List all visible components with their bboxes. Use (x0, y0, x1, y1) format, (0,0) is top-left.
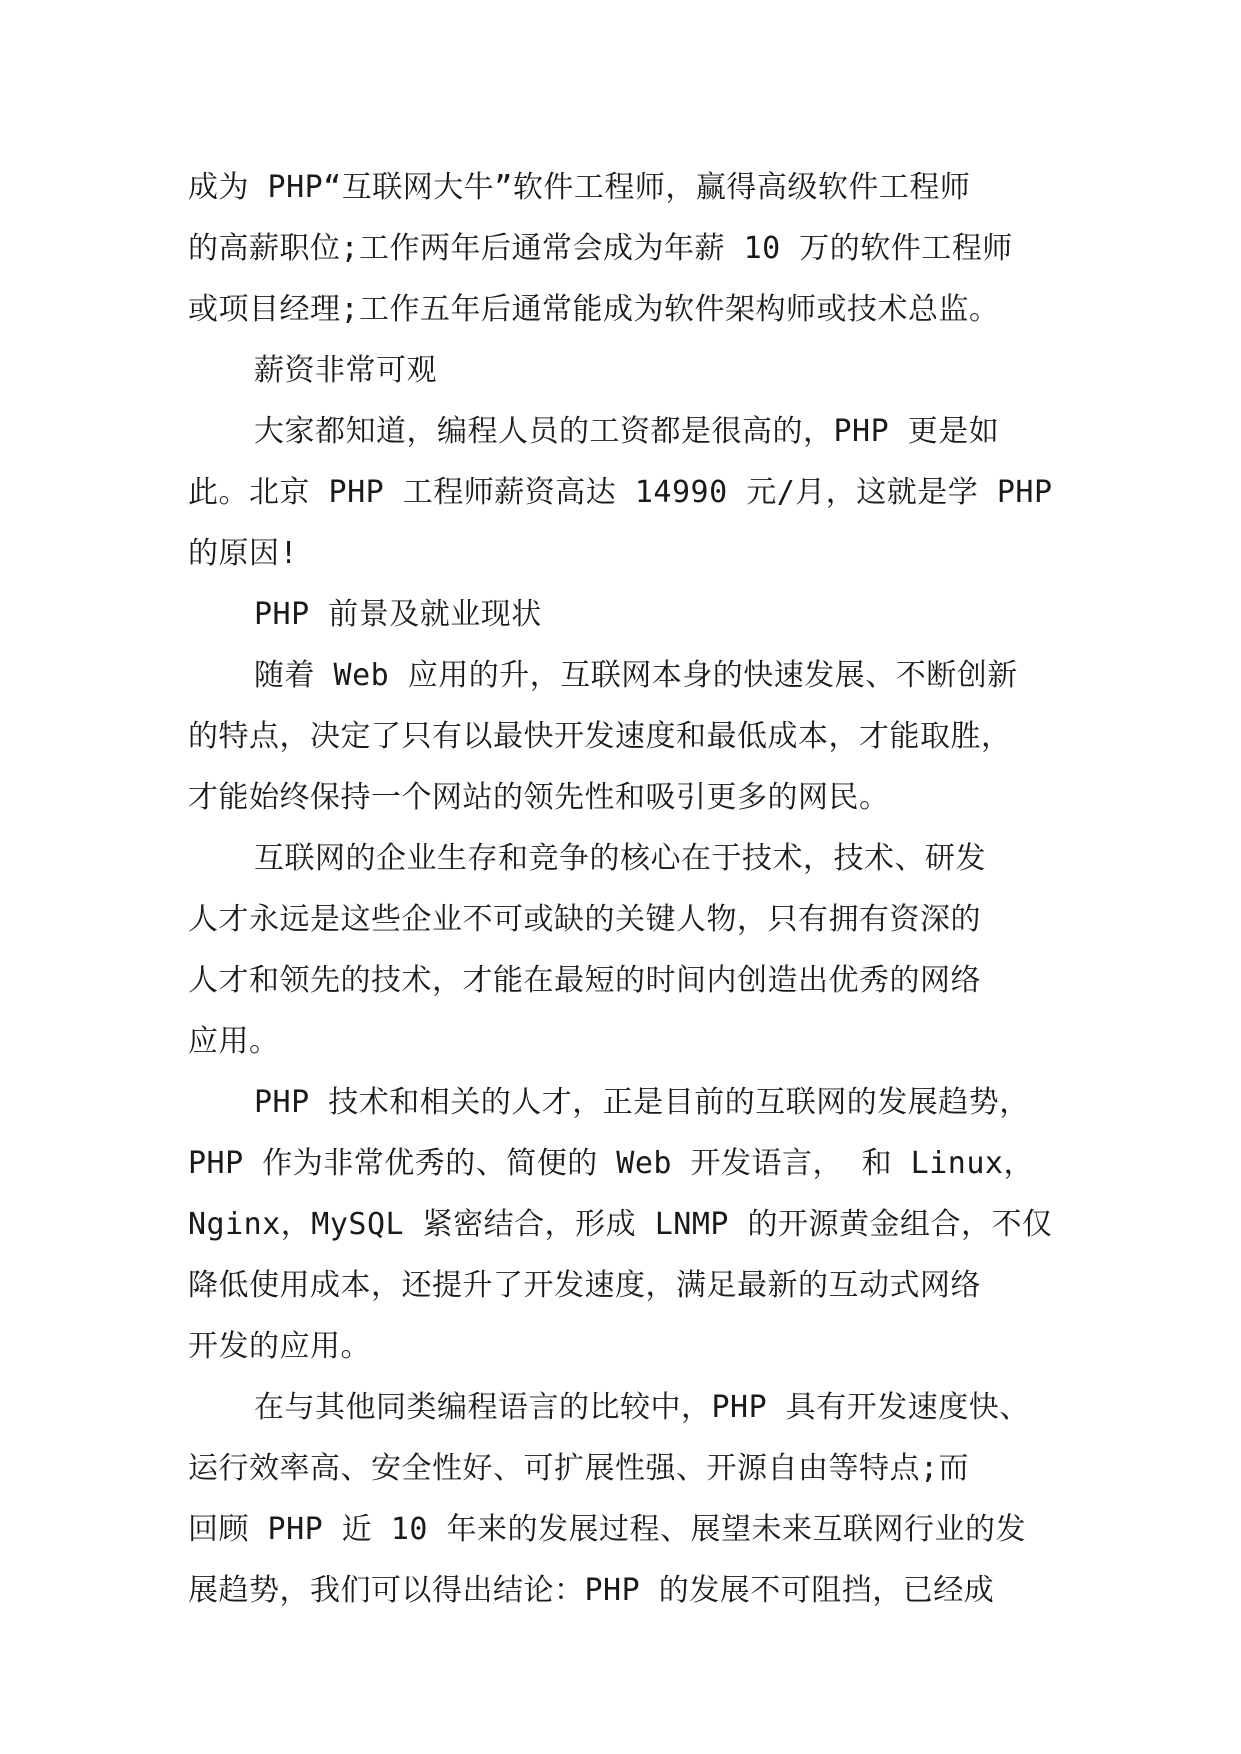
text-line: 回顾 PHP 近 10 年来的发展过程、展望未来互联网行业的发 (188, 1512, 1027, 1547)
text-line: 或项目经理;工作五年后通常能成为软件架构师或技术总监。 (188, 292, 1000, 327)
text-line: 的特点，决定了只有以最快开发速度和最低成本，才能取胜， (188, 719, 1012, 754)
section-heading-prospects: PHP 前景及就业现状 (254, 597, 542, 632)
text-line: 展趋势，我们可以得出结论：PHP 的发展不可阻挡，已经成 (188, 1573, 995, 1608)
text-line: 的高薪职位;工作两年后通常会成为年薪 10 万的软件工程师 (188, 231, 1013, 266)
text-line: 人才和领先的技术，才能在最短的时间内创造出优秀的网络 (188, 963, 981, 998)
text-line: 开发的应用。 (188, 1329, 371, 1364)
text-line: 成为 PHP“互联网大牛”软件工程师，赢得高级软件工程师 (188, 170, 971, 205)
text-line: 大家都知道，编程人员的工资都是很高的，PHP 更是如 (254, 414, 1000, 449)
text-line: 才能始终保持一个网站的领先性和吸引更多的网民。 (188, 780, 890, 815)
document-body (188, 157, 1068, 1621)
text-line: PHP 技术和相关的人才，正是目前的互联网的发展趋势， (254, 1085, 1030, 1120)
text-line: 的原因! (188, 536, 299, 571)
text-line: 人才永远是这些企业不可或缺的关键人物，只有拥有资深的 (188, 902, 981, 937)
text-line: 互联网的企业生存和竞争的核心在于技术，技术、研发 (254, 841, 986, 876)
text-line: 随着 Web 应用的升，互联网本身的快速发展、不断创新 (254, 658, 1018, 693)
text-line: PHP 作为非常优秀的、简便的 Web 开发语言， 和 Linux， (188, 1146, 1034, 1181)
text-line: 在与其他同类编程语言的比较中，PHP 具有开发速度快、 (254, 1390, 1030, 1425)
section-heading-salary: 薪资非常可观 (254, 353, 437, 388)
text-line: 应用。 (188, 1024, 280, 1059)
text-line: Nginx，MySQL 紧密结合，形成 LNMP 的开源黄金组合，不仅 (188, 1207, 1053, 1242)
text-line: 此。北京 PHP 工程师薪资高达 14990 元/月，这就是学 PHP (188, 475, 1053, 510)
text-line: 运行效率高、安全性好、可扩展性强、开源自由等特点;而 (188, 1451, 970, 1486)
text-line: 降低使用成本，还提升了开发速度，满足最新的互动式网络 (188, 1268, 981, 1303)
